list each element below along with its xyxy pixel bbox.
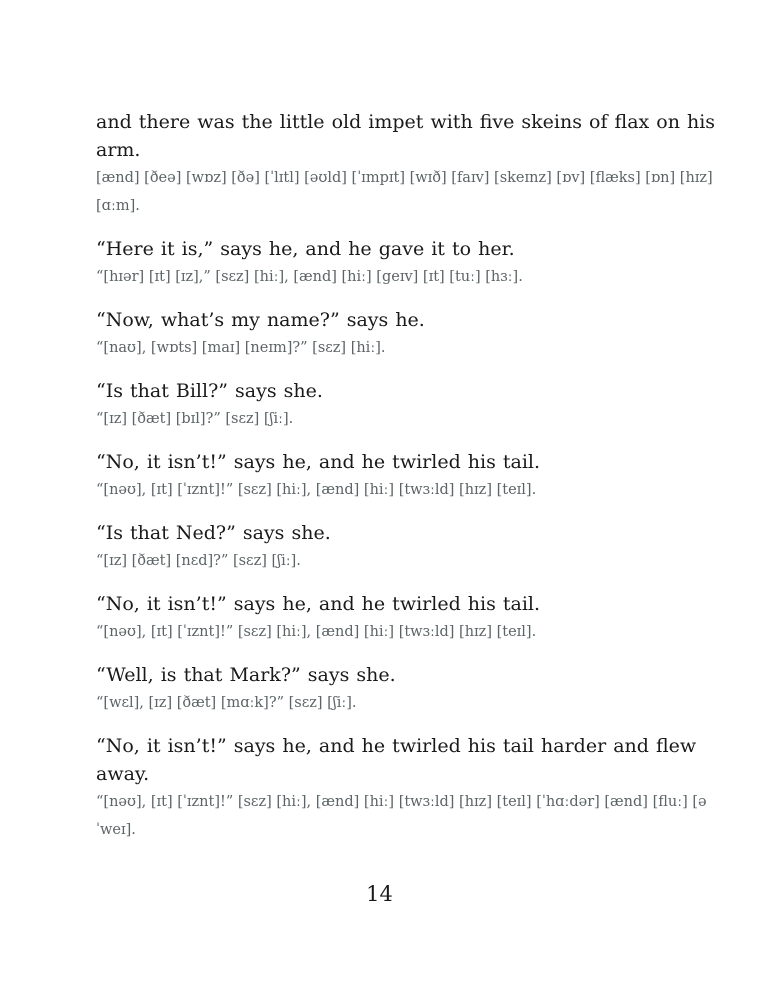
ipa-transcription: [ænd] [ðeə] [wɒz] [ðə] [ˈlɪtl] [əʊld] [ˈɪmpɪt] [wɪð] [faɪv] [skeɪnz] [ɒv] [flæks] [ɒn] [hɪz] [ɑːm]. [96, 170, 713, 214]
ipa-transcription: “[hɪər] [ɪt] [ɪz],” [sɛz] [hiː], [ænd] [hiː] [geɪv] [ɪt] [tuː] [hɜː]. [96, 269, 523, 285]
page-number: 14 [366, 882, 393, 906]
ipa-transcription: “[ɪz] [ðæt] [nɛd]?” [sɛz] [ʃiː]. [96, 553, 301, 569]
paragraph-4 [96, 377, 736, 433]
paragraph-5 [96, 448, 736, 504]
paragraph-9 [96, 732, 736, 844]
english-line: “Now, what’s my name?” says he. [96, 309, 425, 331]
english-line: “No, it isn’t!” says he, and he twirled his tail. [96, 593, 541, 615]
paragraph-6 [96, 519, 736, 575]
page-body [96, 108, 736, 859]
english-line: “Is that Bill?” says she. [96, 380, 323, 402]
ipa-transcription: “[nəʊ], [ɪt] [ˈɪznt]!” [sɛz] [hiː], [ænd] [hiː] [twɜːld] [hɪz] [teɪl]. [96, 624, 537, 640]
english-line: “Well, is that Mark?” says she. [96, 664, 396, 686]
ipa-transcription: “[ɪz] [ðæt] [bɪl]?” [sɛz] [ʃiː]. [96, 411, 294, 427]
paragraph-2 [96, 235, 736, 291]
ipa-transcription: “[nəʊ], [ɪt] [ˈɪznt]!” [sɛz] [hiː], [ænd] [hiː] [twɜːld] [hɪz] [teɪl] [ˈhɑːdər] [ænd] [fluː] [əˈweɪ]. [96, 794, 707, 838]
paragraph-1 [96, 108, 736, 220]
english-line: “Is that Ned?” says she. [96, 522, 331, 544]
english-line: “Here it is,” says he, and he gave it to her. [96, 238, 515, 260]
english-line: and there was the little old impet with five skeins of flax on his arm. [96, 111, 716, 161]
ipa-transcription: “[naʊ], [wɒts] [maɪ] [neɪm]?” [sɛz] [hiː]. [96, 340, 386, 356]
paragraph-8 [96, 661, 736, 717]
paragraph-7 [96, 590, 736, 646]
ipa-transcription: “[wɛl], [ɪz] [ðæt] [mɑːk]?” [sɛz] [ʃiː]. [96, 695, 357, 711]
english-line: “No, it isn’t!” says he, and he twirled his tail harder and flew away. [96, 735, 697, 785]
paragraph-3 [96, 306, 736, 362]
english-line: “No, it isn’t!” says he, and he twirled his tail. [96, 451, 541, 473]
ipa-transcription: “[nəʊ], [ɪt] [ˈɪznt]!” [sɛz] [hiː], [ænd] [hiː] [twɜːld] [hɪz] [teɪl]. [96, 482, 537, 498]
